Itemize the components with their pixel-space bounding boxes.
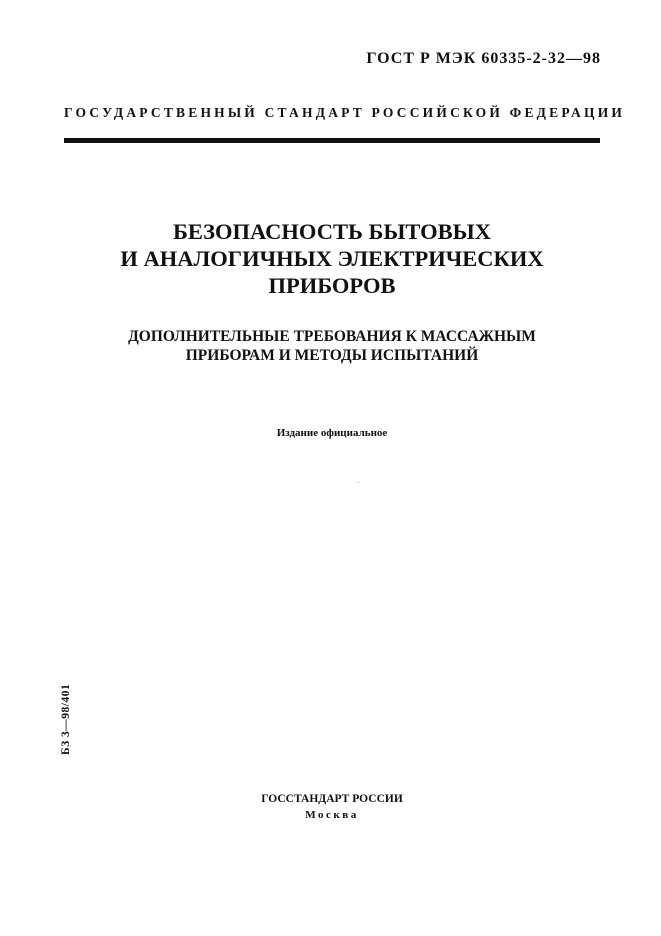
publisher: ГОССТАНДАРТ РОССИИ: [261, 793, 403, 805]
scan-speck: [358, 482, 359, 483]
title-line: БЕЗОПАСНОСТЬ БЫТОВЫХ: [173, 219, 491, 244]
subtitle-line: ДОПОЛНИТЕЛЬНЫЕ ТРЕБОВАНИЯ К МАССАЖНЫМ: [128, 328, 536, 345]
title-line: И АНАЛОГИЧНЫХ ЭЛЕКТРИЧЕСКИХ: [120, 246, 544, 271]
edition-note: Издание официальное: [276, 427, 388, 439]
header-divider: [64, 138, 600, 143]
document-subtitle: [64, 327, 600, 365]
title-line: ПРИБОРОВ: [268, 273, 396, 298]
document-title: [64, 218, 600, 299]
subtitle-line: ПРИБОРАМ И МЕТОДЫ ИСПЫТАНИЙ: [185, 347, 479, 364]
publication-city: Москва: [305, 809, 359, 821]
organization-header: ГОСУДАРСТВЕННЫЙ СТАНДАРТ РОССИЙСКОЙ ФЕДЕРАЦИИ: [64, 105, 626, 120]
standard-code: ГОСТ Р МЭК 60335-2-32—98: [366, 50, 601, 67]
side-registration-code: БЗ 3—98/401: [60, 683, 72, 755]
